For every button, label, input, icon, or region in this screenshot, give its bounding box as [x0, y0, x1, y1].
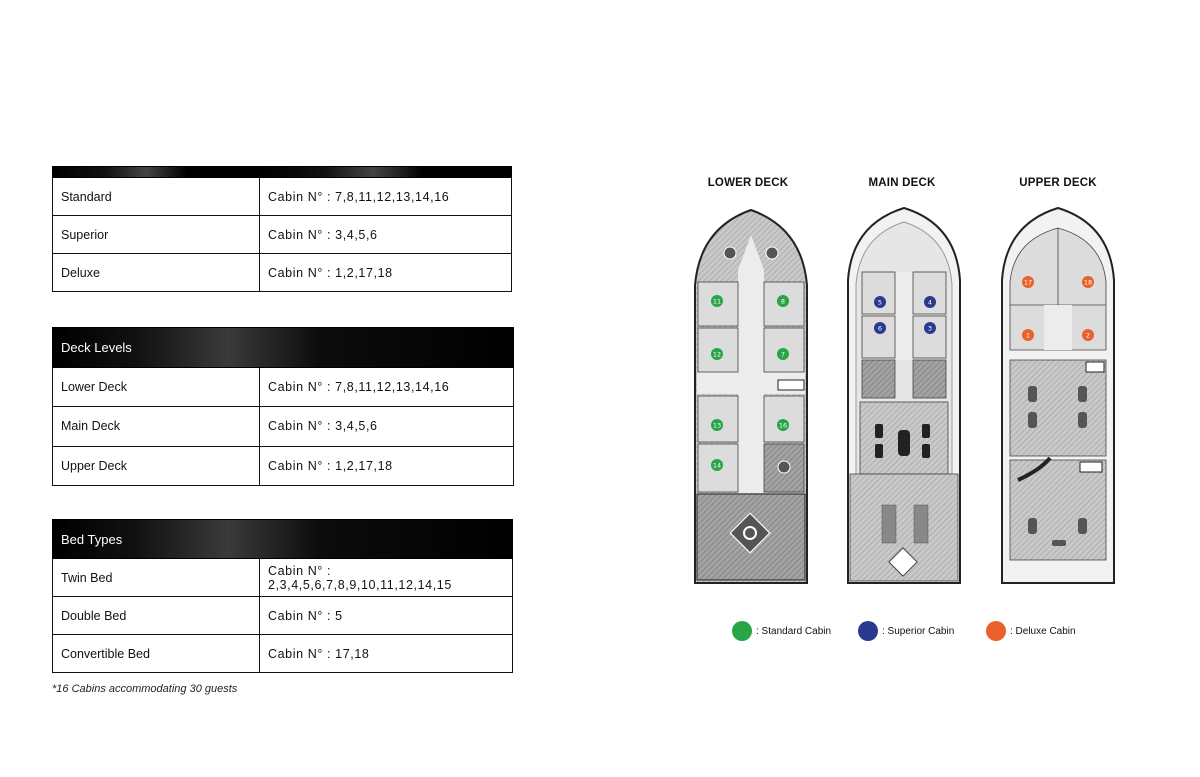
seat: [1028, 518, 1037, 534]
cabin-number: 7: [780, 350, 786, 359]
cabin-number: 14: [712, 461, 722, 470]
bed-type-cell: Convertible Bed: [53, 635, 260, 673]
table: [882, 505, 896, 543]
seat: [922, 444, 930, 458]
standard-cabin-dot: [732, 621, 752, 641]
cabin-number: 18: [1083, 278, 1093, 287]
upper-deck-corridor: [1044, 305, 1072, 350]
cabin-number: 2: [1085, 331, 1091, 340]
table-title: Deck Levels: [53, 328, 514, 368]
deluxe-cabin-dot: [986, 621, 1006, 641]
upper-deck-plan: [1002, 208, 1114, 583]
cabin-number: 5: [877, 298, 883, 307]
main-deck-service-room: [862, 360, 895, 398]
seat: [1028, 412, 1037, 428]
legend-superior: [858, 621, 954, 641]
seat: [1078, 412, 1087, 428]
cabin-block: [764, 396, 804, 442]
cabin-type-cell: Superior: [53, 216, 260, 254]
lower-deck-bow-corridor: [738, 235, 764, 493]
main-deck-service-room: [913, 360, 946, 398]
table: [898, 430, 910, 456]
cabin-numbers-cell: Cabin N° : 3,4,5,6: [260, 407, 514, 447]
deck-name-cell: Lower Deck: [53, 367, 260, 407]
legend-label: : Superior Cabin: [882, 625, 955, 637]
cabin-numbers-cell: Cabin N° : 1,2,17,18: [260, 254, 512, 292]
cabin-number: 8: [780, 297, 786, 306]
table-title: Bed Types: [53, 520, 513, 559]
cabin-number: 11: [712, 297, 722, 306]
table: [914, 505, 928, 543]
footnote: *16 Cabins accommodating 30 guests: [52, 683, 238, 695]
cabin-numbers-cell: Cabin N° : 2,3,4,5,6,7,8,9,10,11,12,14,15: [260, 559, 513, 597]
cabin-number: 13: [712, 421, 722, 430]
cabin-number: 6: [877, 324, 883, 333]
cabin-numbers-cell: Cabin N° : 5: [260, 597, 513, 635]
restricted-icon: [766, 247, 778, 259]
cabin-number: 3: [927, 324, 933, 333]
legend-standard: [732, 621, 831, 641]
legend-label: : Standard Cabin: [756, 625, 832, 637]
seat: [1052, 540, 1066, 546]
restricted-icon: [778, 461, 790, 473]
main-deck-title: MAIN DECK: [868, 177, 936, 189]
cabin-numbers-cell: Cabin N° : 7,8,11,12,13,14,16: [260, 367, 514, 407]
seat: [1078, 518, 1087, 534]
cabin-block: [698, 396, 738, 442]
upper-deck-salon: [1010, 360, 1106, 456]
bed-type-cell: Twin Bed: [53, 559, 260, 597]
main-deck-plan: [848, 208, 960, 583]
deck-name-cell: Main Deck: [53, 407, 260, 447]
main-deck-corridor: [895, 272, 913, 360]
legend-label: : Deluxe Cabin: [1010, 625, 1076, 637]
cabin-numbers-cell: Cabin N° : 1,2,17,18: [260, 446, 514, 486]
seat: [875, 424, 883, 438]
cabin-numbers-cell: Cabin N° : 7,8,11,12,13,14,16: [260, 178, 512, 216]
cabin-type-cell: Standard: [53, 178, 260, 216]
stairs-icon: [1080, 462, 1102, 472]
seat: [875, 444, 883, 458]
upper-deck-title: UPPER DECK: [1019, 177, 1097, 189]
seat: [1078, 386, 1087, 402]
legend-deluxe: [986, 621, 1076, 641]
cabin-type-cell: Deluxe: [53, 254, 260, 292]
stairs-icon: [778, 380, 804, 390]
deck-name-cell: Upper Deck: [53, 446, 260, 486]
bed-type-cell: Double Bed: [53, 597, 260, 635]
cabin-number: 4: [927, 298, 933, 307]
cabin-numbers-cell: Cabin N° : 17,18: [260, 635, 513, 673]
cabin-number: 1: [1025, 331, 1031, 340]
seat: [922, 424, 930, 438]
lower-deck-plan: [695, 210, 807, 583]
stairs-icon: [1086, 362, 1104, 372]
cabin-number: 17: [1023, 278, 1033, 287]
cabin-numbers-cell: Cabin N° : 3,4,5,6: [260, 216, 512, 254]
cabin-number: 12: [712, 350, 722, 359]
lower-deck-title: LOWER DECK: [707, 177, 789, 189]
superior-cabin-dot: [858, 621, 878, 641]
cabin-number: 16: [778, 421, 788, 430]
restricted-icon: [724, 247, 736, 259]
seat: [1028, 386, 1037, 402]
